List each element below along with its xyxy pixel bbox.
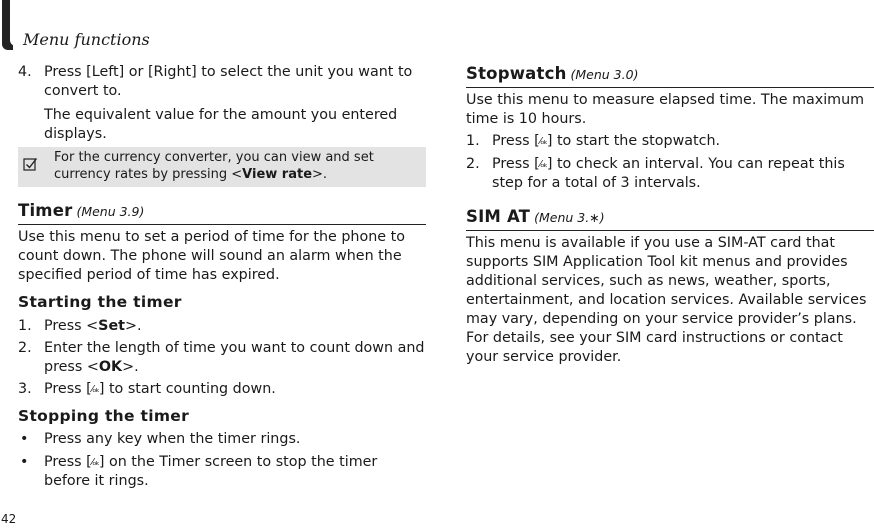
- stopwatch-section-title: [466, 64, 638, 84]
- section-divider: [466, 87, 874, 88]
- note-box: [18, 147, 426, 187]
- stopping-timer-heading: Stopping the timer: [18, 407, 190, 425]
- stopwatch-title: Stopwatch: [466, 64, 567, 83]
- page-header-title: Menu functions: [23, 30, 150, 49]
- step-detail-text: The equivalent value for the amount you entered displays.: [44, 107, 398, 142]
- timer-description: Use this menu to set a period of time for the phone to count down. The phone will sound an alarm when the specified period of time has expired.: [18, 229, 405, 283]
- note-check-icon: [23, 157, 38, 172]
- step-number: 4.: [18, 64, 32, 80]
- set-key: Set: [98, 318, 125, 334]
- timer-title: Timer: [18, 201, 73, 220]
- stopwatch-menu-ref: (Menu 3.0): [570, 67, 639, 82]
- stopwatch-description: Use this menu to measure elapsed time. The maximum time is 10 hours.: [466, 92, 865, 127]
- timer-menu-ref: (Menu 3.9): [76, 204, 145, 219]
- section-divider: [18, 224, 426, 225]
- step-text: Press [Left] or [Right] to select the unit you want to convert to.: [44, 64, 413, 99]
- starting-timer-heading: Starting the timer: [18, 293, 182, 311]
- simat-menu-ref: (Menu 3.∗): [534, 210, 605, 225]
- ok-key-icon: ⁄ₒₖ: [539, 136, 547, 147]
- ok-key-icon: ⁄ₒₖ: [91, 457, 99, 468]
- simat-description: This menu is available if you use a SIM-AT card that supports SIM Application Tool kit menus and provides additional services, such as news, weather, sports, entertainment, and location services. Available services may vary, depending on your service provider’s plans. For details, see your SIM card instructions or contact your service provider.: [466, 235, 867, 365]
- timer-section-title: [18, 201, 144, 221]
- simat-section-title: [466, 207, 605, 227]
- note-text: For the currency converter, you can view and set currency rates by pressing <View rate>.: [54, 150, 374, 182]
- ok-key-icon: ⁄ₒₖ: [539, 159, 547, 170]
- ok-key: OK: [98, 359, 123, 375]
- page-number: 42: [1, 512, 17, 526]
- simat-title: SIM AT: [466, 207, 531, 226]
- ok-key-icon: ⁄ₒₖ: [91, 384, 99, 395]
- view-rate-key: View rate: [242, 167, 313, 182]
- header-bar: [2, 0, 13, 50]
- section-divider: [466, 230, 874, 231]
